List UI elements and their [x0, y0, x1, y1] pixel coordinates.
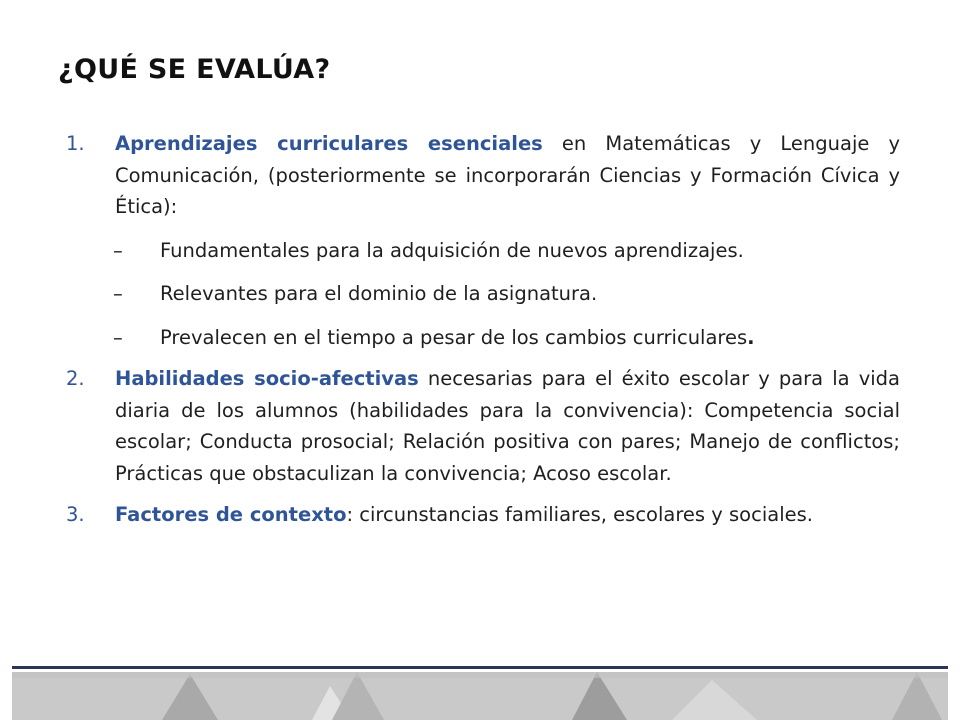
item-text: en Matemáticas y Lenguaje y Comunicación, (posteriormente se incorporarán Ciencias y Formación Cívica y Ética): [115, 132, 901, 218]
sub-item-text: Prevalecen en el tiempo a pesar de los cambios curriculares [160, 325, 748, 349]
item-number: 2. [66, 367, 85, 390]
item-highlight: Habilidades socio-afectivas [115, 367, 419, 390]
footer-band [12, 672, 948, 720]
slide-title: ¿QUÉ SE EVALÚA? [58, 54, 331, 85]
item-number: 3. [66, 503, 85, 526]
list-item-3 [62, 499, 900, 531]
dash-bullet: – [113, 238, 123, 262]
item-highlight: Aprendizajes curriculares esenciales [115, 132, 543, 155]
sub-item-3 [62, 322, 900, 354]
item-highlight: Factores de contexto [115, 503, 347, 526]
footer-divider [12, 666, 948, 669]
list-item-2 [62, 363, 900, 489]
item-text: : circunstancias familiares, escolares y sociales. [346, 503, 813, 526]
sub-item-text: Fundamentales para la adquisición de nuevos aprendizajes. [160, 238, 744, 262]
list-item-1 [62, 128, 900, 223]
sub-item-text: Relevantes para el dominio de la asignatura. [160, 282, 598, 305]
footer-decoration [12, 672, 948, 720]
sub-item-1 [62, 235, 900, 267]
sub-item-2 [62, 278, 900, 310]
sub-item-end: . [747, 325, 755, 349]
slide-content [62, 128, 900, 531]
item-text: necesarias para el éxito escolar y para la vida diaria de los alumnos (habilidades para la convivencia): Competencia social escolar; Conducta prosocial; Relación positiva con pares; Manejo de conflictos; Prácticas que obstaculizan la convivencia; Acoso escolar. [115, 367, 900, 485]
dash-bullet: – [113, 282, 123, 305]
dash-bullet: – [113, 325, 123, 349]
item-number: 1. [66, 132, 85, 155]
